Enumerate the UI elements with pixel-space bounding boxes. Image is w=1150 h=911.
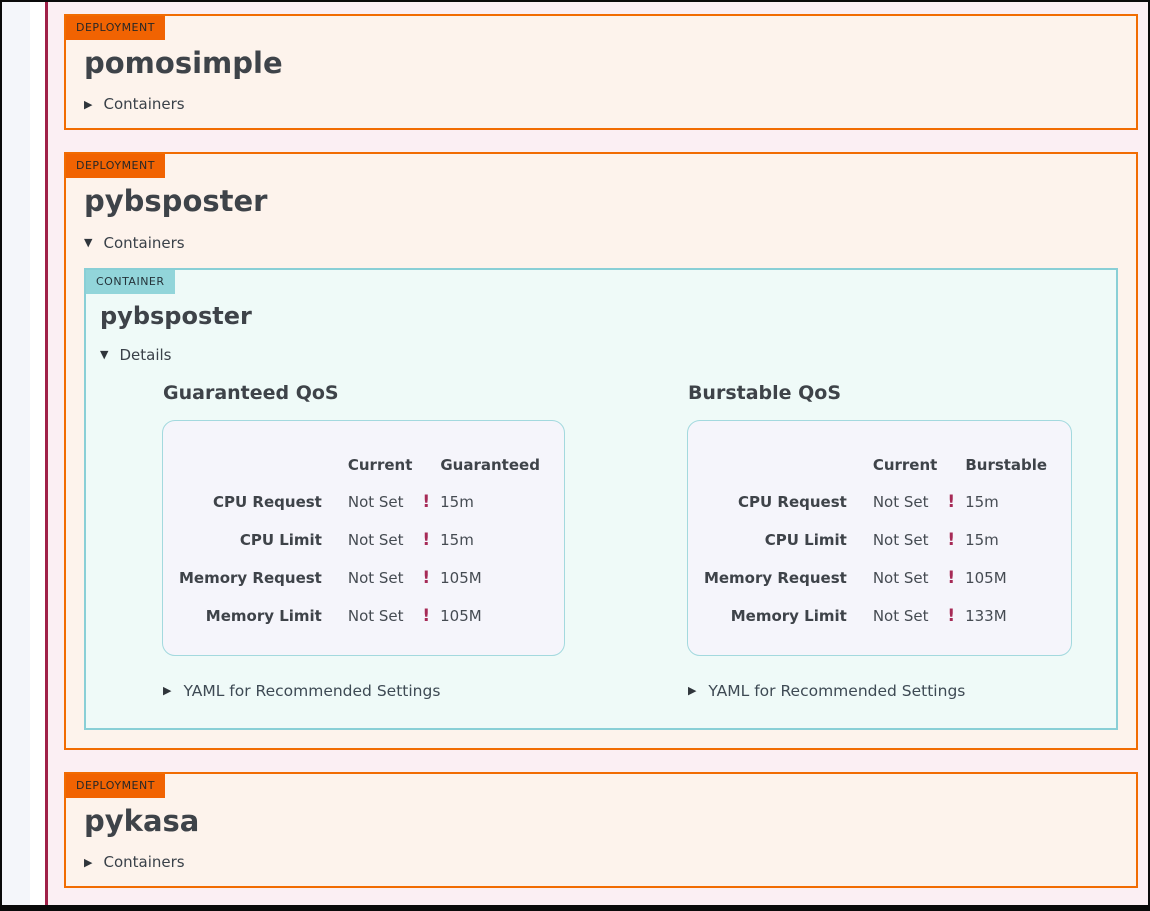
table-row <box>704 483 1047 521</box>
qos-header-current: Current <box>872 455 938 474</box>
page-gutter-white <box>30 2 45 905</box>
qos-row-label: CPU Limit <box>764 530 847 549</box>
chevron-right-icon: ▶ <box>84 97 93 111</box>
qos-current-value: Not Set <box>872 568 929 587</box>
qos-header-recommended: Guaranteed <box>440 455 540 474</box>
deployment-title: pybsposter <box>84 184 268 219</box>
qos-recommended-value: 15m <box>965 530 999 549</box>
app-window <box>2 2 1148 905</box>
qos-current-value: Not Set <box>347 530 404 549</box>
containers-toggle[interactable] <box>84 234 185 252</box>
qos-row-label: CPU Request <box>737 492 847 511</box>
deployment-badge: DEPLOYMENT <box>66 774 165 798</box>
warning-icon: ! <box>947 529 956 550</box>
qos-recommended-value: 15m <box>440 530 474 549</box>
page-gutter-left <box>2 2 30 905</box>
qos-row-label: Memory Limit <box>730 606 847 625</box>
qos-recommended-value: 105M <box>440 568 482 587</box>
container-title: pybsposter <box>100 301 252 330</box>
qos-header-row <box>704 447 1047 483</box>
yaml-toggle-label: YAML for Recommended Settings <box>708 681 966 700</box>
qos-recommended-value: 15m <box>965 492 999 511</box>
table-row <box>704 521 1047 559</box>
warning-icon: ! <box>947 567 956 588</box>
container-badge: CONTAINER <box>86 270 175 294</box>
deployment-card-pomosimple <box>64 14 1138 130</box>
deployment-card-pybsposter <box>64 152 1138 749</box>
deployment-badge: DEPLOYMENT <box>66 16 165 40</box>
chevron-right-icon: ▶ <box>687 684 697 698</box>
containers-toggle-label: Containers <box>103 95 185 114</box>
details-toggle[interactable] <box>100 346 171 364</box>
table-row <box>179 597 540 635</box>
table-row <box>179 521 540 559</box>
containers-toggle-label: Containers <box>103 233 185 252</box>
qos-title: Burstable QoS <box>687 381 842 404</box>
chevron-down-icon: ▼ <box>100 348 109 362</box>
qos-header-spacer <box>704 447 859 483</box>
qos-header-recommended: Burstable <box>965 455 1048 474</box>
table-row <box>704 559 1047 597</box>
containers-toggle[interactable] <box>84 853 185 871</box>
yaml-toggle[interactable] <box>688 682 965 700</box>
qos-row-label: Memory Request <box>179 568 322 587</box>
qos-panel <box>687 420 1072 656</box>
namespace-panel <box>48 2 1148 905</box>
qos-section <box>162 382 1116 700</box>
chevron-right-icon: ▶ <box>163 684 172 698</box>
warning-icon: ! <box>422 529 431 550</box>
qos-row-label: Memory Limit <box>205 606 322 625</box>
container-card-pybsposter <box>84 268 1118 730</box>
chevron-right-icon: ▶ <box>84 855 93 869</box>
warning-icon: ! <box>947 605 956 626</box>
qos-current-value: Not Set <box>347 606 404 625</box>
qos-block-burstable <box>687 382 1072 700</box>
qos-current-value: Not Set <box>347 492 404 511</box>
deployment-title: pykasa <box>84 803 200 838</box>
qos-current-value: Not Set <box>347 568 404 587</box>
qos-block-guaranteed <box>162 382 565 700</box>
table-row <box>179 483 540 521</box>
qos-recommended-value: 105M <box>965 568 1007 587</box>
qos-table <box>704 447 1047 635</box>
containers-toggle-label: Containers <box>103 853 185 872</box>
warning-icon: ! <box>422 567 431 588</box>
qos-table <box>179 447 540 635</box>
warning-icon: ! <box>422 605 431 626</box>
qos-recommended-value: 105M <box>440 606 482 625</box>
qos-header-spacer <box>179 447 334 483</box>
details-toggle-label: Details <box>119 345 172 364</box>
yaml-toggle[interactable] <box>163 682 440 700</box>
qos-current-value: Not Set <box>872 530 929 549</box>
qos-header-row <box>179 447 540 483</box>
qos-recommended-value: 133M <box>965 606 1007 625</box>
warning-icon: ! <box>947 491 956 512</box>
warning-icon: ! <box>422 491 431 512</box>
deployment-card-pykasa <box>64 772 1138 888</box>
chevron-down-icon: ▼ <box>84 236 93 250</box>
yaml-toggle-label: YAML for Recommended Settings <box>183 681 441 700</box>
qos-row-label: CPU Limit <box>239 530 322 549</box>
table-row <box>704 597 1047 635</box>
containers-toggle[interactable] <box>84 95 185 113</box>
qos-header-current: Current <box>347 455 413 474</box>
deployment-badge: DEPLOYMENT <box>66 154 165 178</box>
qos-row-label: Memory Request <box>703 568 847 587</box>
qos-current-value: Not Set <box>872 606 929 625</box>
qos-title: Guaranteed QoS <box>163 381 339 404</box>
table-row <box>179 559 540 597</box>
deployment-title: pomosimple <box>84 46 283 80</box>
qos-panel <box>162 420 565 656</box>
qos-row-label: CPU Request <box>213 492 322 511</box>
qos-recommended-value: 15m <box>440 492 474 511</box>
qos-current-value: Not Set <box>872 492 929 511</box>
